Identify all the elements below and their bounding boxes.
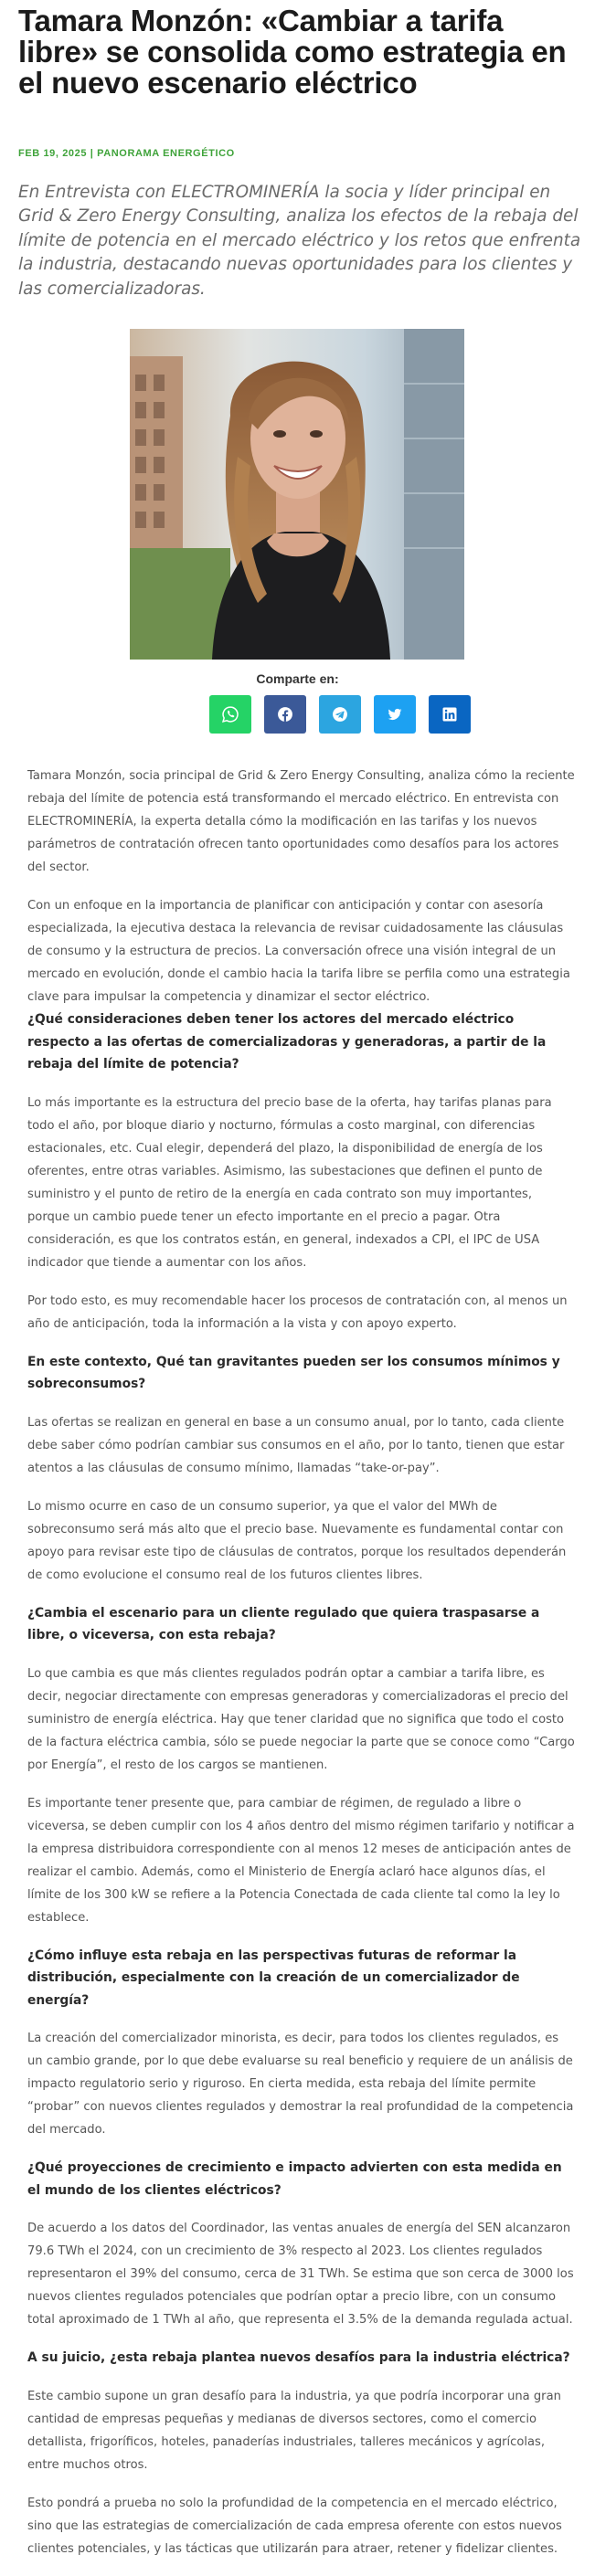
question-heading: ¿Cómo influye esta rebaja en las perspectivas futuras de reformar la distribución, especialmente con la creación de un comercializador de energía? [27,1948,520,2008]
article-lede: En Entrevista con ELECTROMINERÍA la socia y líder principal en Grid & Zero Energy Consulting, analiza los efectos de la rebaja del límite de potencia en el mercado eléctrico y los retos que enfrenta la industria, destacando nuevas oportunidades para los clientes y las comercializadoras. [18,183,581,299]
article-title: Tamara Monzón: «Cambiar a tarifa libre» se consolida como estrategia en el nuevo escenario eléctrico [18,4,567,100]
article-date: FEB 19, 2025 [18,148,88,159]
paragraph: Tamara Monzón, socia principal de Grid & Zero Energy Consulting, analiza cómo la reciente rebaja del límite de potencia está transformando el mercado eléctrico. En entrevista con ELECTROMINERÍA, la experta detalla cómo la modificación en las tarifas y los nuevos parámetros de contratación ofrecen tanto oportunidades como desafíos para los actores del sector. [27,769,575,874]
share-label: Comparte en: [256,671,339,686]
twitter-icon [386,705,404,723]
share-whatsapp-button[interactable] [209,695,251,734]
question-heading: ¿Qué consideraciones deben tener los actores del mercado eléctrico respecto a las ofertas de comercializadoras y generadoras, a partir de la rebaja del límite de potencia? [27,1012,547,1072]
question-heading: En este contexto, Qué tan gravitantes pueden ser los consumos mínimos y sobreconsumos? [27,1354,560,1391]
question-heading: ¿Qué proyecciones de crecimiento e impacto advierten con esta medida en el mundo de los clientes eléctricos? [27,2160,562,2198]
whatsapp-icon [221,705,239,723]
paragraph: Esto pondrá a prueba no solo la profundidad de la competencia en el mercado eléctrico, sino que las estrategias de comercialización de cada empresa oferente con estos nuevos clientes potenciales, y las tácticas que utilizarán para atraer, retener y fidelizar clientes. [27,2496,562,2556]
question-heading: A su juicio, ¿esta rebaja plantea nuevos desafíos para la industria eléctrica? [27,2350,570,2365]
telegram-icon [331,705,349,723]
paragraph: Lo mismo ocurre en caso de un consumo superior, ya que el valor del MWh de sobreconsumo será más alto que el precio base. Nuevamente es fundamental contar con apoyo para revisar este tipo de cláusulas de contratos, porque los resultados dependerán de como evolucione el consumo real de los futuros clientes libres. [27,1499,567,1582]
paragraph: La creación del comercializador minorista, es decir, para todos los clientes regulados, es un cambio grande, por lo que debe evaluarse su real beneficio y requiere de un análisis de impacto regulatorio serio y riguroso. En cierta medida, esta rebaja del límite permite “probar” con nuevos clientes regulados y demostrar la real profundidad de la competencia del mercado. [27,2032,574,2137]
paragraph: Las ofertas se realizan en general en base a un consumo anual, por lo tanto, cada cliente debe saber cómo podrían cambiar sus consumos en el año, por lo tanto, tienen que estar atentos a las cláusulas de consumo mínimo, llamadas “take-or-pay”. [27,1415,565,1475]
share-facebook-button[interactable] [264,695,306,734]
article-category-link[interactable]: PANORAMA ENERGÉTICO [97,148,235,159]
share-telegram-button[interactable] [319,695,361,734]
meta-separator: | [90,148,94,159]
paragraph: Este cambio supone un gran desafío para la industria, ya que podría incorporar una gran cantidad de empresas pequeñas y medianas de diversos sectores, como el comercio detallista, frigoríficos, hoteles, panaderías industriales, talleres mecánicos y agrícolas, entre muchos otros. [27,2389,561,2472]
share-linkedin-button[interactable] [429,695,471,734]
linkedin-icon [441,705,459,723]
portrait-photo [130,329,464,660]
share-twitter-button[interactable] [374,695,416,734]
paragraph: Por todo esto, es muy recomendable hacer los procesos de contratación con, al menos un año de anticipación, toda la información a la vista y con apoyo experto. [27,1293,568,1331]
article-meta [18,148,235,159]
facebook-icon [276,705,294,723]
paragraph: Es importante tener presente que, para cambiar de régimen, de regulado a libre o viceversa, se deben cumplir con los 4 años dentro del mismo régimen tarifario y notificar a la empresa distribuidora correspondiente con al menos 12 meses de anticipación antes de realizar el cambio. Además, como el Ministerio de Energía aclaró hace algunos días, el límite de los 300 kW se refiere a la Potencia Conectada de cada cliente tal como la ley lo establece. [27,1796,575,1925]
paragraph: De acuerdo a los datos del Coordinador, las ventas anuales de energía del SEN alcanzaron 79.6 TWh el 2024, con un crecimiento de 3% respecto al 2023. Los clientes regulados representaron el 39% del consumo, cerca de 31 TWh. Se estima que son cerca de 3000 los nuevos clientes regulados potenciales que podrían optar a precio libre, con un consumo total aproximado de 1 TWh al año, que representa el 3.5% de la demanda regulada actual. [27,2222,574,2327]
paragraph: Con un enfoque en la importancia de planificar con anticipación y contar con asesoría especializada, la ejecutiva destaca la relevancia de revisar cuidadosamente las cláusulas de consumo y la estructura de precios. La conversación ofrece una visión integral de un mercado en evolución, donde el cambio hacia la tarifa libre se perfila como una estrategia clave para impulsar la competencia y dinamizar el sector eléctrico. [27,899,570,1004]
paragraph: Lo más importante es la estructura del precio base de la oferta, hay tarifas planas para todo el año, por bloque diario y nocturno, fórmulas a costo marginal, con diferencias estacionales, etc. Cual elegir, dependerá del plazo, la disponibilidad de energía de los oferentes, entre otras variables. Asimismo, las subestaciones que definen el punto de suministro y el punto de retiro de la energía en cada contrato son muy importantes, porque un cambio puede tener un efecto importante en el precio a pagar. Otra consideración, es que los contratos están, en general, indexados a CPI, el IPC de USA indicador que tiende a aumentar con los años. [27,1095,552,1270]
paragraph: Lo que cambia es que más clientes regulados podrán optar a cambiar a tarifa libre, es decir, negociar directamente con empresas generadoras y comercializadoras el precio del suministro de energía eléctrica. Hay que tener claridad que no significa que todo el costo de la factura eléctrica cambia, sólo se puede negociar la parte que se conoce como “Cargo por Energía”, el resto de los cargos se mantienen. [27,1666,575,1772]
question-heading: ¿Cambia el escenario para un cliente regulado que quiera traspasarse a libre, o viceversa, con esta rebaja? [27,1605,540,1642]
article-body [27,765,576,2576]
